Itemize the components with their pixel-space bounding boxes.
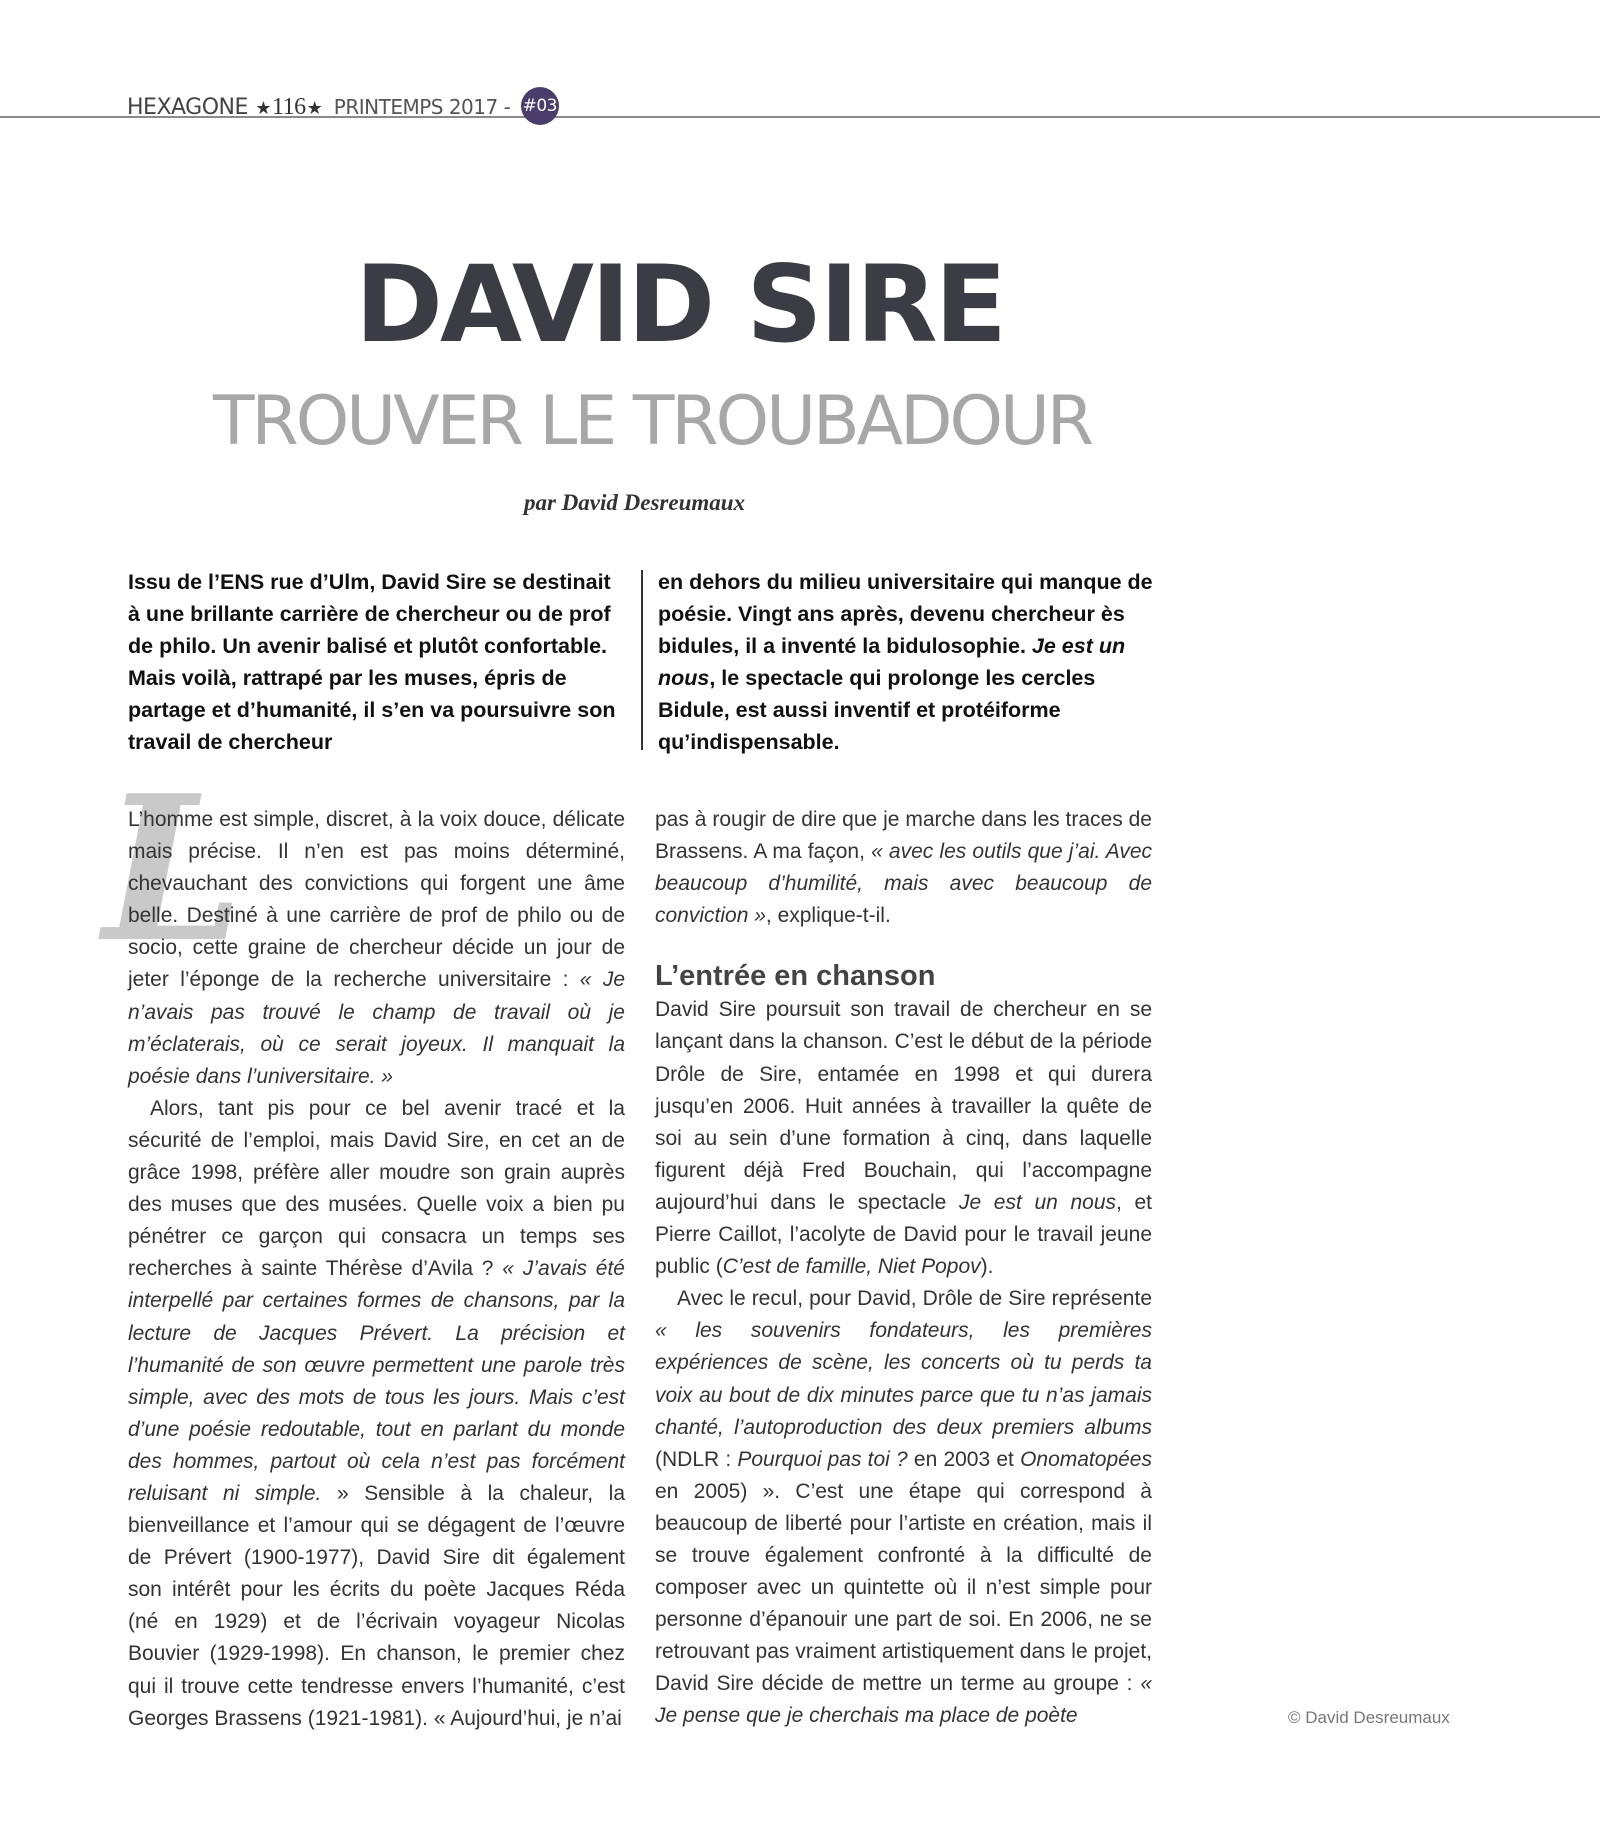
brand-name: HEXAGONE [127, 95, 248, 120]
p2-text-b: » Sensible à la chaleur, la bienveillance et l’amour qui se dégagent de l’œuvre de Prévert (1900-1977), David Sire dit également son intérêt pour les écrits du poète Jacques Réda (né en 1929) et de l’écrivain voyageur Nicolas Bouvier (1929-1998). En chanson, le premier chez qui il trouve cette tendresse envers l’humanité, c’est Georges Brassens (1921-1981). « Aujourd’hui, je n’ai [128, 1481, 625, 1730]
p1-quote: « Je n’avais pas trouvé le champ de travail où je m’éclaterais, où ce serait joyeux. Il manquait la poésie dans l’universitaire. » [128, 968, 625, 1088]
p4-text-c: ). [980, 1255, 994, 1279]
intro-right-text-b: , le spectacle qui prolonge les cercles Bidule, est aussi inventif et protéiforme qu’indispensable. [658, 666, 1096, 754]
p2-text-a: Alors, tant pis pour ce bel avenir tracé et la sécurité de l’emploi, mais David Sire, en cet an de grâce 1998, préfère aller moudre son grain auprès des muses que des musées. Quelle voix a bien pu pénétrer ce garçon qui consacra un temps ses recherches à sainte Thérèse d’Avila ? [128, 1096, 625, 1281]
star-icon-right: ★ [306, 98, 323, 119]
paragraph-1 [128, 804, 625, 1093]
p5-quote: « les souvenirs fondateurs, les premières expériences de scène, les concerts où tu perds ta voix au bout de dix minutes parce que tu n’as jamais chanté, l’autoproduction des deux premiers albums [655, 1319, 1152, 1439]
body-column-right [655, 804, 1152, 1733]
page-number: 116 [272, 94, 306, 120]
star-icon-left: ★ [255, 98, 272, 119]
intro-right-text-a: en dehors du milieu universitaire qui manque de poésie. Vingt ans après, devenu chercheur ès bidules, il a inventé la bidulosophie. [658, 570, 1153, 658]
p4-text-b: , et Pierre Caillot, l’acolyte de David pour le travail jeune public ( [655, 1190, 1152, 1279]
p3-quote: « avec les outils que j’ai. Avec beaucoup d’humilité, mais avec beaucoup de conviction » [655, 840, 1152, 928]
intro-right-show-title: Je est un nous [658, 634, 1126, 690]
photo-credit: © David Desreumaux [1288, 1708, 1450, 1727]
p5-text-b: (NDLR : [655, 1447, 738, 1471]
paragraph-4 [655, 994, 1152, 1283]
article-subtitle: TROUVER LE TROUBADOUR [213, 382, 1092, 461]
p3-text-b: , explique-t-il. [765, 904, 891, 928]
p4-show-title: Je est un nous [958, 1190, 1116, 1214]
p5-text-a: Avec le recul, pour David, Drôle de Sire représente [677, 1287, 1152, 1311]
p5-quote-end: « Je pense que je cherchais ma place de poète [655, 1672, 1152, 1728]
intro-right [658, 566, 1154, 758]
intro-divider [641, 570, 643, 750]
paragraph-5 [655, 1283, 1152, 1732]
magazine-masthead [127, 89, 559, 127]
paragraph-3 [655, 804, 1152, 932]
article-byline: par David Desreumaux [524, 490, 746, 515]
article-title: DAVID SIRE [355, 243, 1005, 366]
drop-cap: L [103, 752, 244, 987]
issue-badge: #03 [521, 87, 559, 125]
body-column-left [128, 804, 625, 1735]
p2-quote: « J’avais été interpellé par certaines formes de chansons, par la lecture de Jacques Prévert. La précision et l’humanité de son œuvre permettent une parole très simple, avec des mots de tous les jours. Mais c’est d’une poésie redoutable, tout en parlant du monde des hommes, partout où cela n’est pas forcément reluisant ni simple. [128, 1257, 625, 1505]
section-heading: L’entrée en chanson [655, 960, 936, 993]
p1-text: L’homme est simple, discret, à la voix douce, délicate mais précise. Il n’en est pas moins déterminé, chevauchant des convictions qui forgent une âme belle. Destiné à une carrière de prof de philo ou de socio, cette graine de chercheur décide un jour de jeter l’éponge de la recherche universitaire : [128, 808, 625, 992]
p5-text-c: en 2003 et [907, 1447, 1021, 1471]
running-header [0, 84, 1600, 118]
paragraph-2 [128, 1093, 625, 1735]
p4-text-a: David Sire poursuit son travail de chercheur en se lançant dans la chanson. C’est le début de la période Drôle de Sire, entamée en 1998 et qui durera jusqu’en 2006. Huit années à travailler la quête de soi au sein d’une formation à cinq, dans laquelle figurent déjà Fred Bouchain, qui l’accompagne aujourd’hui dans le spectacle [655, 998, 1152, 1214]
p3-text-a: pas à rougir de dire que je marche dans les traces de Brassens. A ma façon, [655, 808, 1152, 864]
p5-album-1: Pourquoi pas toi ? [737, 1447, 908, 1471]
p5-album-2: Onomatopées [1020, 1447, 1152, 1471]
intro-left: Issu de l’ENS rue d’Ulm, David Sire se destinait à une brillante carrière de chercheur ou de prof de philo. Un avenir balisé et plutôt confortable. Mais voilà, rattrapé par les muses, épris de partage et d’humanité, il s’en va poursuivre son travail de chercheur [128, 570, 616, 754]
p4-youth-shows: C’est de famille, Niet Popov [722, 1255, 981, 1279]
p5-text-d: en 2005) ». C’est une étape qui correspond à beaucoup de liberté pour l’artiste en création, mais il se trouve également confronté à la difficulté de composer avec un quintette où il n’est simple pour personne d’épanouir une part de soi. En 2006, ne se retrouvant pas vraiment artistiquement dans le projet, David Sire décide de mettre un terme au groupe : [655, 1479, 1152, 1696]
issue-season: PRINTEMPS 2017 - [333, 95, 511, 119]
